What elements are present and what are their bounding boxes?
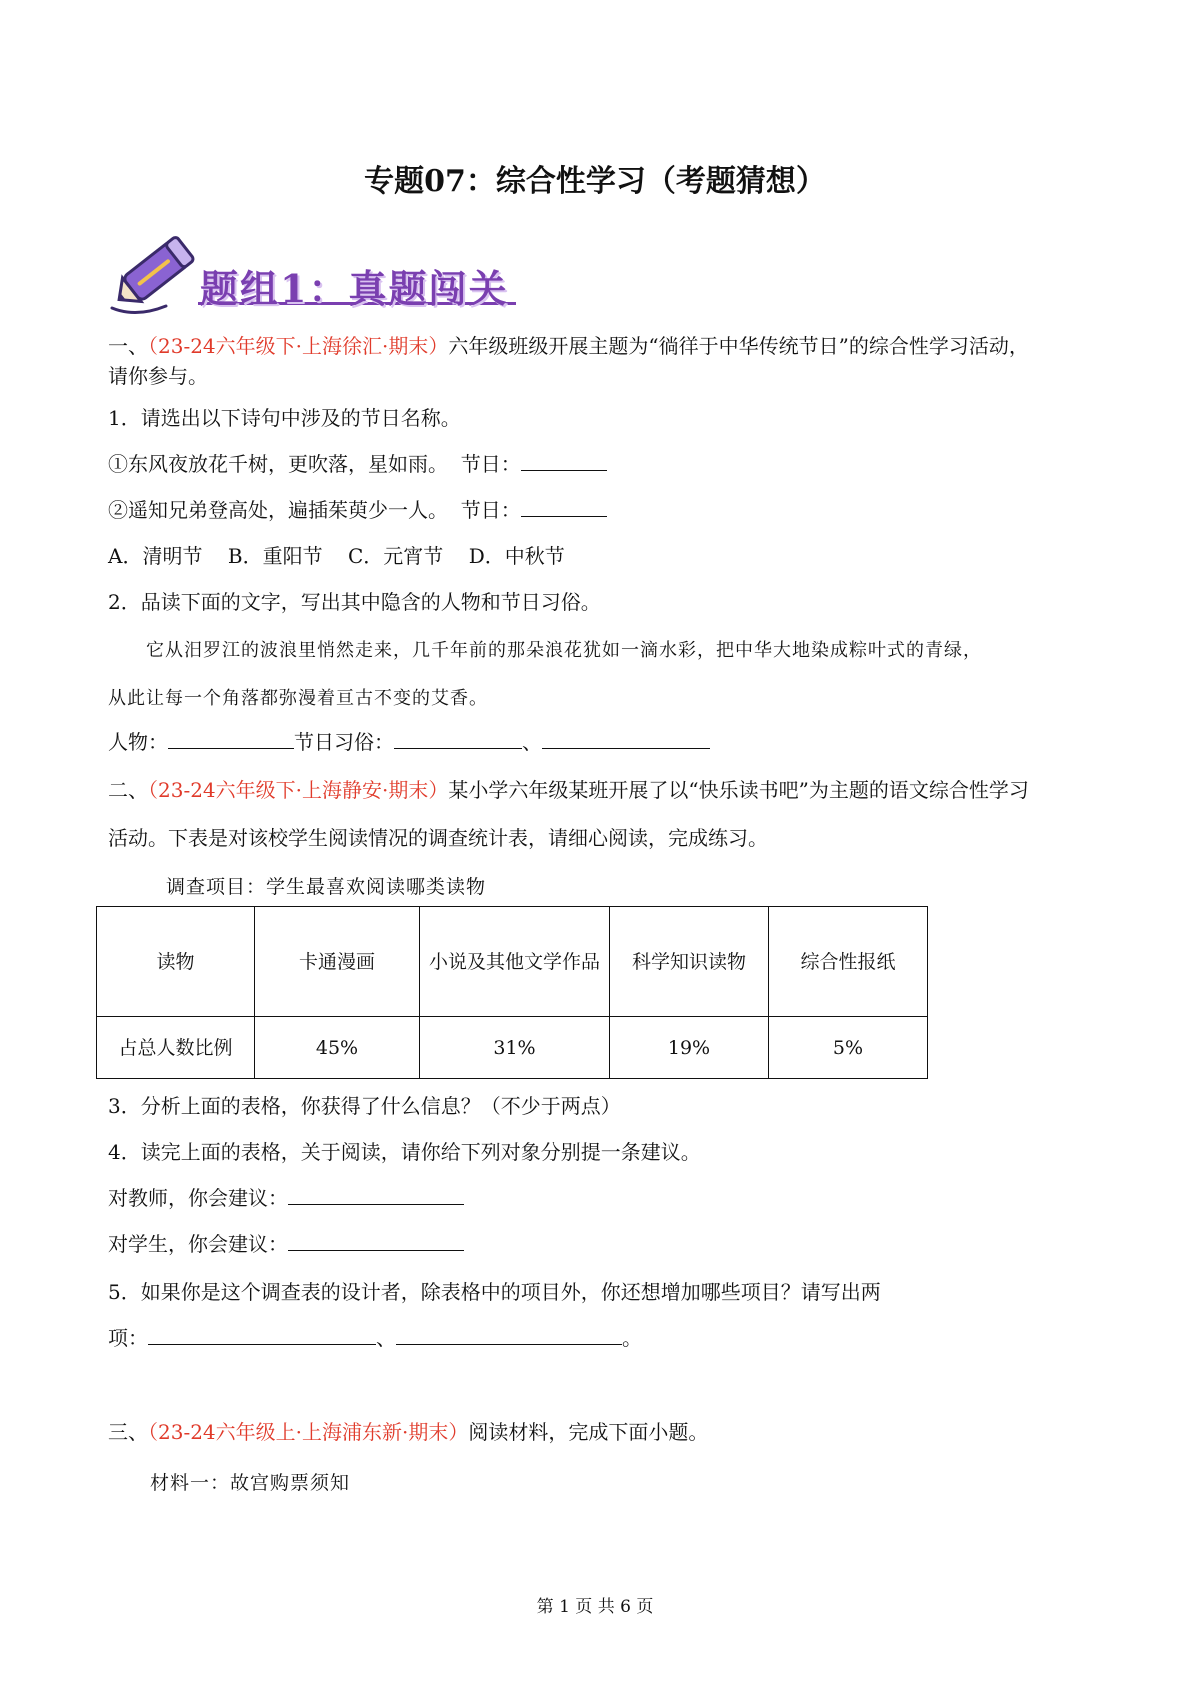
table-row bbox=[97, 1017, 928, 1079]
festival1-label: 节日： bbox=[460, 452, 521, 476]
teacher-label: 对教师，你会建议： bbox=[108, 1186, 288, 1210]
table-header-row bbox=[97, 907, 928, 1017]
s5-blank-1[interactable] bbox=[148, 1326, 376, 1345]
survey-caption: 调查项目：学生最喜欢阅读哪类读物 bbox=[166, 876, 487, 898]
table-header-cell: 小说及其他文学作品 bbox=[420, 907, 610, 1017]
q1-number: 一、 bbox=[108, 334, 148, 358]
q1-intro-line1 bbox=[108, 334, 1029, 358]
q1-sub2: 2．品读下面的文字，写出其中隐含的人物和节日习俗。 bbox=[108, 590, 601, 614]
q3-number: 三、 bbox=[108, 1420, 148, 1444]
q1-poem2-line bbox=[108, 498, 607, 522]
q1-passage-line2: 从此让每一个角落都弥漫着亘古不变的艾香。 bbox=[108, 688, 488, 709]
table-cell: 19% bbox=[610, 1017, 769, 1079]
festival2-label: 节日： bbox=[460, 498, 521, 522]
q2-sub3: 3．分析上面的表格，你获得了什么信息？（不少于两点） bbox=[108, 1094, 621, 1118]
q1-options: A．清明节 B．重阳节 C．元宵节 D．中秋节 bbox=[108, 544, 565, 568]
s5-blank-2[interactable] bbox=[396, 1326, 622, 1345]
poem1-text: ①东风夜放花千树，更吹落，星如雨。 bbox=[108, 452, 448, 476]
banner-label: 题组1：真题闯关 bbox=[200, 266, 509, 311]
q2-sub5-line1: 5．如果你是这个调查表的设计者，除表格中的项目外，你还想增加哪些项目？请写出两 bbox=[108, 1280, 881, 1304]
custom-label: 节日习俗： bbox=[294, 730, 394, 754]
q3-material1: 材料一：故宫购票须知 bbox=[150, 1472, 351, 1494]
teacher-line bbox=[108, 1186, 464, 1210]
student-label: 对学生，你会建议： bbox=[108, 1232, 288, 1256]
q2-source: （23-24六年级下·上海静安·期末） bbox=[148, 778, 449, 802]
q2-sub4: 4．读完上面的表格，关于阅读，请你给下列对象分别提一条建议。 bbox=[108, 1140, 701, 1164]
q2-intro-text: 某小学六年级某班开展了以“快乐读书吧”为主题的语文综合性学习 bbox=[448, 778, 1029, 802]
q2-sub5-line2 bbox=[108, 1326, 642, 1350]
festival2-blank[interactable] bbox=[521, 498, 607, 517]
person-blank[interactable] bbox=[168, 730, 294, 749]
table-header-cell: 综合性报纸 bbox=[769, 907, 928, 1017]
q1-passage-line1: 它从汨罗江的波浪里悄然走来，几千年前的那朵浪花犹如一滴水彩，把中华大地染成粽叶式的青绿， bbox=[146, 640, 982, 661]
table-header-cell: 卡通漫画 bbox=[255, 907, 420, 1017]
student-line bbox=[108, 1232, 464, 1256]
q3-intro-line bbox=[108, 1420, 708, 1444]
s5-sep: 、 bbox=[376, 1326, 396, 1350]
person-label: 人物： bbox=[108, 730, 168, 754]
q1-answer-line bbox=[108, 730, 710, 754]
custom-blank-1[interactable] bbox=[394, 730, 522, 749]
festival1-blank[interactable] bbox=[521, 452, 607, 471]
q3-source: （23-24六年级上·上海浦东新·期末） bbox=[148, 1420, 469, 1444]
q1-intro-text: 六年级班级开展主题为“徜徉于中华传统节日”的综合性学习活动， bbox=[448, 334, 1029, 358]
table-row-label: 占总人数比例 bbox=[97, 1017, 255, 1079]
s5-end: 。 bbox=[622, 1326, 642, 1350]
q1-intro-line2: 请你参与。 bbox=[108, 364, 208, 388]
table-cell: 45% bbox=[255, 1017, 420, 1079]
page-title: 专题07：综合性学习（考题猜想） bbox=[364, 164, 826, 199]
table-cell: 31% bbox=[420, 1017, 610, 1079]
q1-source: （23-24六年级下·上海徐汇·期末） bbox=[148, 334, 449, 358]
q2-intro-line1 bbox=[108, 778, 1029, 802]
table-header-cell: 科学知识读物 bbox=[610, 907, 769, 1017]
custom-blank-2[interactable] bbox=[542, 730, 710, 749]
q1-sub1: 1．请选出以下诗句中涉及的节日名称。 bbox=[108, 406, 461, 430]
survey-table bbox=[96, 906, 928, 1079]
q2-number: 二、 bbox=[108, 778, 148, 802]
teacher-blank[interactable] bbox=[288, 1186, 464, 1205]
page-footer: 第 1 页 共 6 页 bbox=[536, 1597, 654, 1617]
pencil-icon bbox=[106, 222, 206, 322]
q1-poem1-line bbox=[108, 452, 607, 476]
table-cell: 5% bbox=[769, 1017, 928, 1079]
poem2-text: ②遥知兄弟登高处，遍插茱萸少一人。 bbox=[108, 498, 448, 522]
q2-intro-line2: 活动。下表是对该校学生阅读情况的调查统计表，请细心阅读，完成练习。 bbox=[108, 826, 768, 850]
custom-sep: 、 bbox=[522, 730, 542, 754]
student-blank[interactable] bbox=[288, 1232, 464, 1251]
q3-intro-text: 阅读材料，完成下面小题。 bbox=[468, 1420, 709, 1444]
table-header-cell: 读物 bbox=[97, 907, 255, 1017]
s5-label: 项： bbox=[108, 1326, 148, 1350]
